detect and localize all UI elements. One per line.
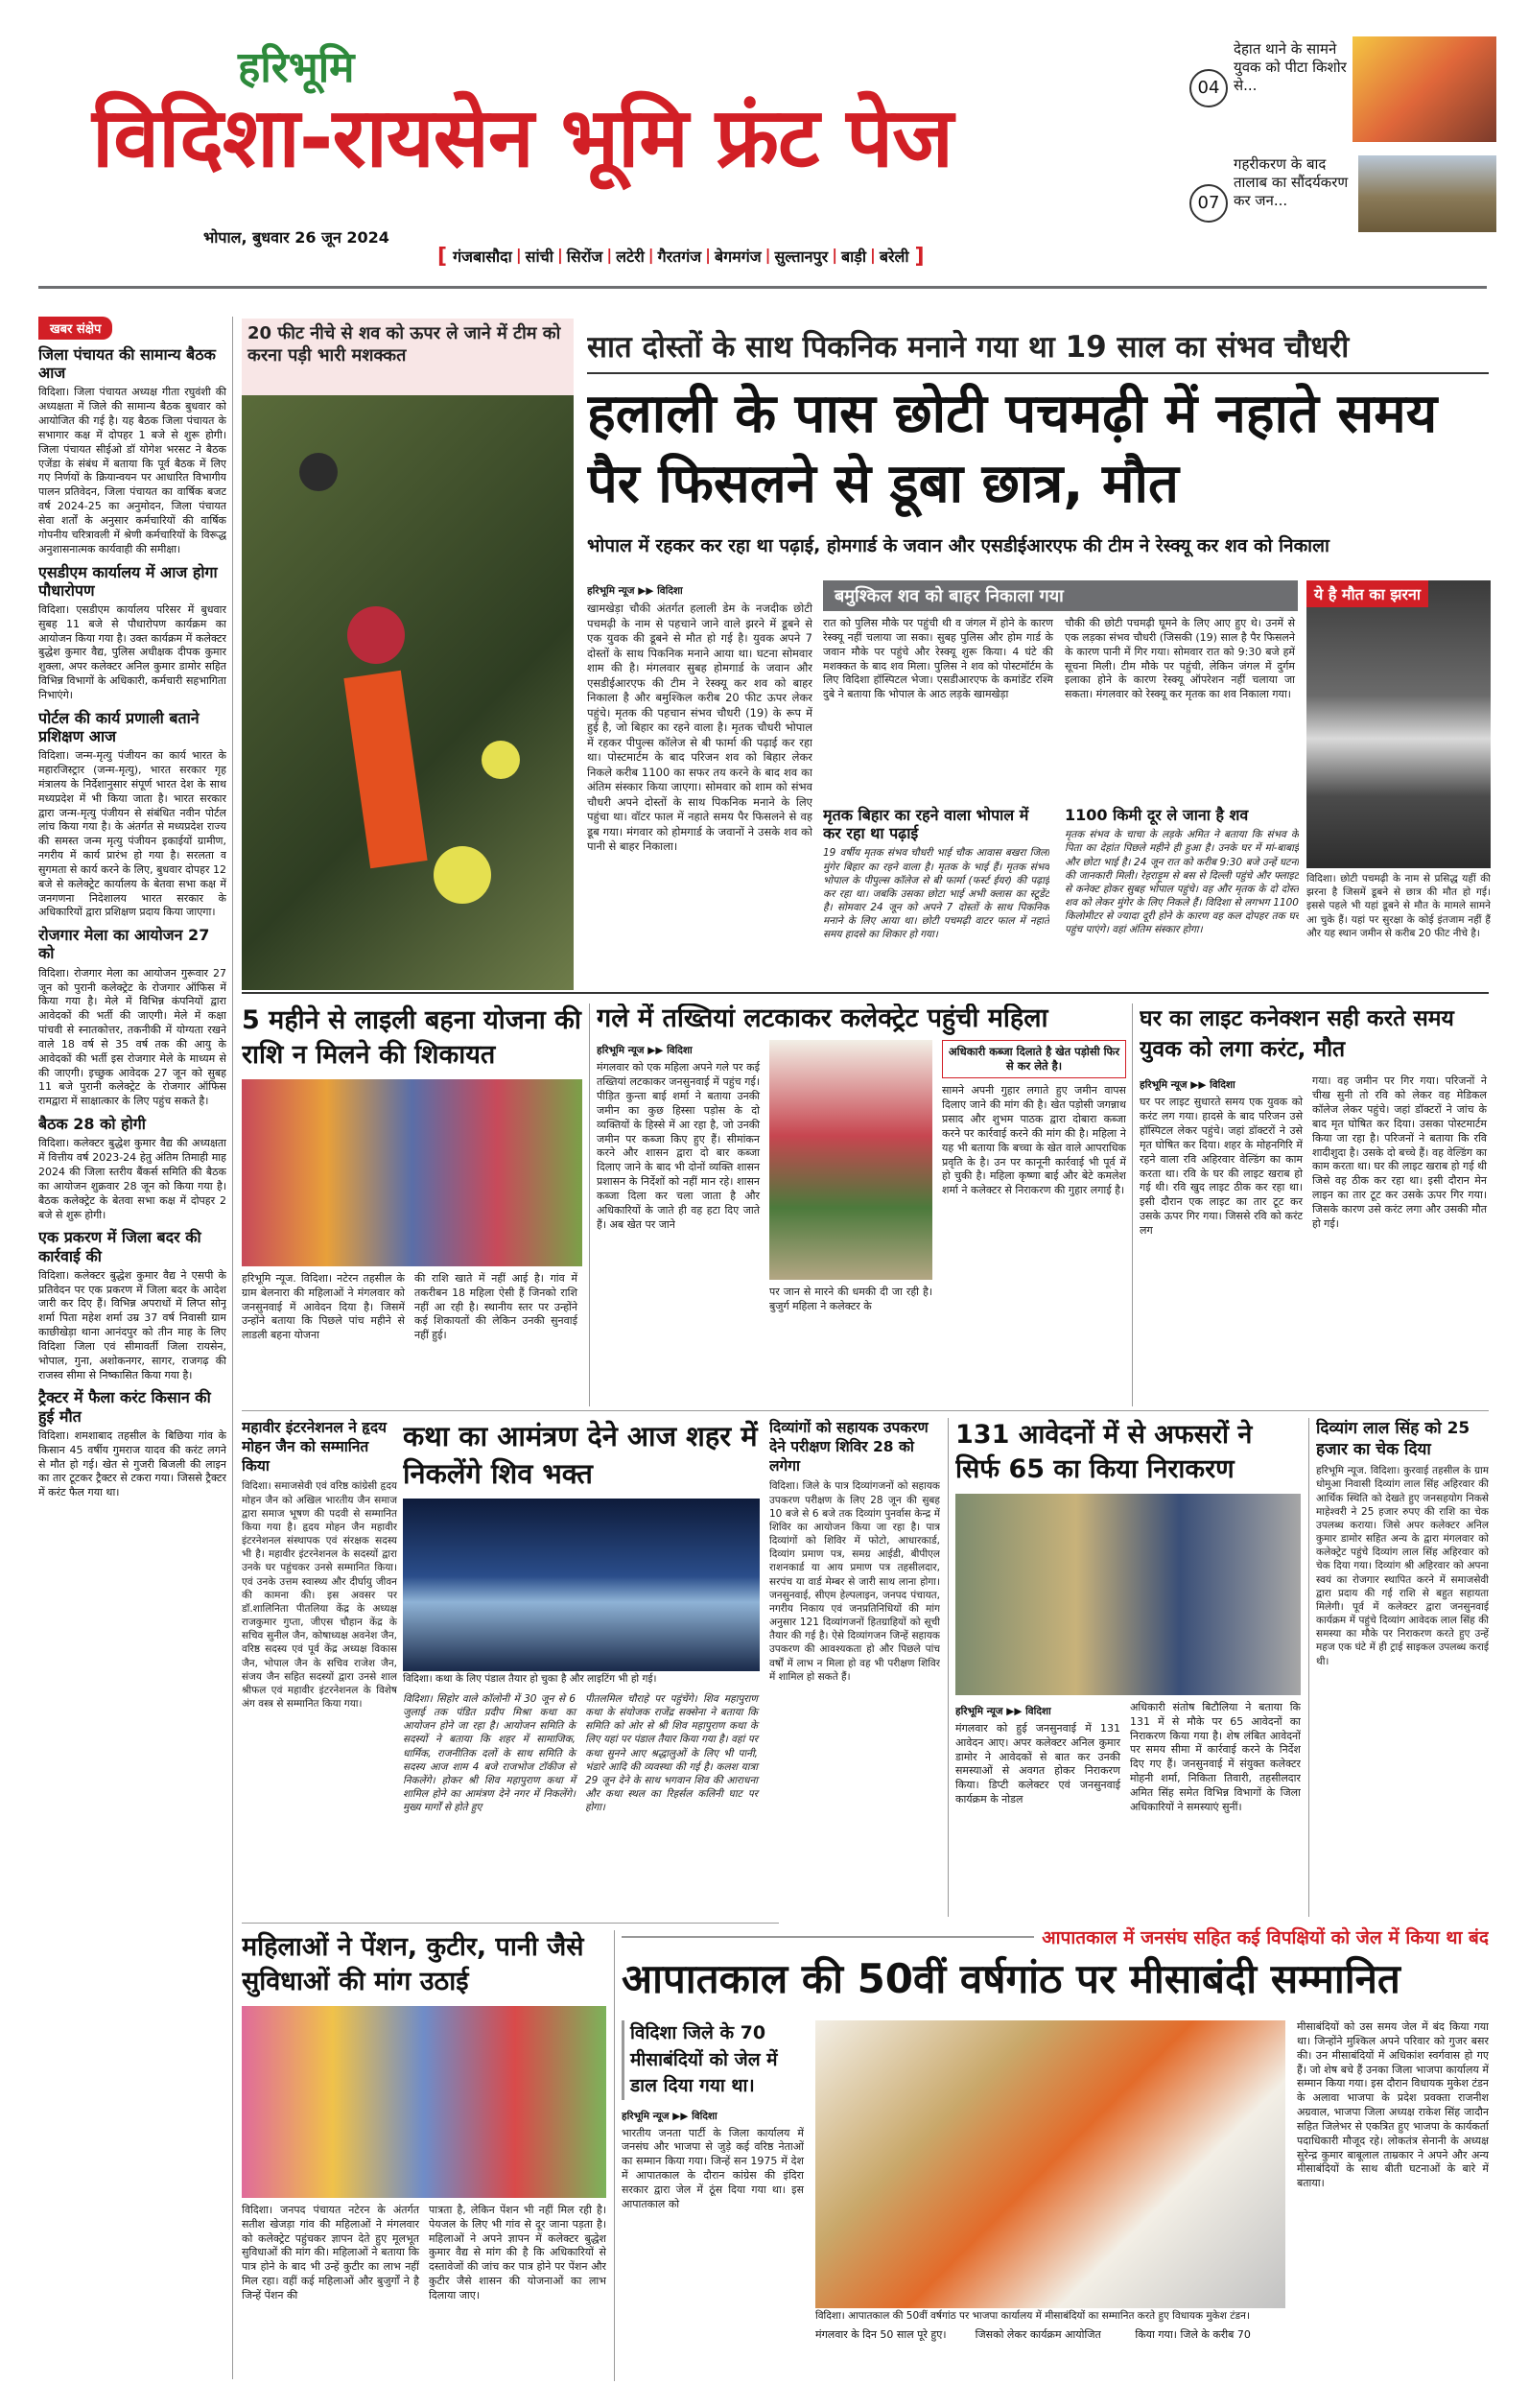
sub-story-bihar-body: 19 वर्षीय मृतक संभव चौधरी भाई चौक आवास बखरा जिला मुंगेर बिहार का रहने वाला है। मृतक के भाई हैं। मृतक संभव भोपाल के पीपुल्स कॉलेज से बी फार्मा (फर्स्ट ईयर) की पढ़ाई कर रहा था। जबकि उसका छोटा भाई अभी क्लास का स्टूडेंट है। सोमवार 24 जून को अपने 7 दोस्तों के साथ पिकनिक मनाने के लिए आया था। छोटी पचमढ़ी वाटर फाल में नहाते समय हादसे का शिकार हो गया। — [823, 847, 1049, 941]
emergency-story — [622, 1924, 1489, 2385]
teaser-2[interactable] — [1189, 155, 1496, 271]
place-separator: | — [556, 246, 563, 264]
brief-body: विदिशा। कलेक्टर बुद्धेश कुमार वैद्य ने एसपी के प्रतिवेदन पर एक प्रकरण में जिला बदर के आदेश जारी कर दिए हैं। विभिन्न अपराधों में लिप्त सोनू शर्मा पिता महेश शर्मा उम्र 37 वर्ष निवासी ग्राम काछीखेड़ा थाना आनंदपुर को तीन माह के लिए विदिशा जिला एवं सीमावर्ती जिला रायसेन, भोपाल, गुना, अशोकनगर, सागर, राजगढ़ की राजस्व सीमा से निष्कासित किया गया है। — [38, 1268, 226, 1381]
tabs-col-2: पर जान से मारने की धमकी दी जा रही है। बुजुर्ग महिला ने कलेक्टर के — [769, 1286, 932, 1313]
sub-story-distance — [1065, 806, 1299, 979]
teaser-text-2: गहरीकरण के बाद तालाब का सौंदर्यकरण कर जन... — [1234, 155, 1349, 209]
emergency-foot-2: जिसको लेकर कार्यक्रम आयोजित — [975, 2327, 1101, 2341]
emergency-pull-quote: विदिशा जिले के 70 मीसाबंदियों को जेल में डाल दिया गया था। — [622, 2020, 804, 2100]
masthead — [0, 0, 1529, 293]
sub-story-distance-head: 1100 किमी दूर ले जाना है शव — [1065, 806, 1249, 824]
jain-headline: महावीर इंटरनेशनल ने हृदय मोहन जैन को सम्मानित किया — [242, 1419, 388, 1475]
brief-headline: बैठक 28 को होगी — [38, 1115, 146, 1134]
lead-kicker: सात दोस्तों के साथ पिकनिक मनाने गया था 19 साल का संभव चौधरी — [587, 330, 1350, 365]
katha-caption: विदिशा। कथा के लिए पंडाल तैयार हो चुका है और लाइटिंग भी हो गई। — [403, 1673, 760, 1687]
row2-bottom-rule — [242, 1410, 1489, 1411]
row3-divider-2 — [1308, 1418, 1309, 1917]
emergency-kicker: आपातकाल में जनसंघ सहित कई विपक्षियों को जेल में किया था बंद — [622, 1924, 1489, 1949]
brief-headline: एसडीएम कार्यालय में आज होगा पौधारोपण — [38, 562, 218, 600]
tabs-byline: हरिभूमि न्यूज ▶▶ विदिशा — [597, 1045, 693, 1057]
electric-headline: घर का लाइट कनेक्शन सही करते समय युवक को लगा करंट, मौत — [1140, 1006, 1454, 1063]
sub-story-bihar — [823, 806, 1049, 979]
brief-item — [38, 563, 226, 703]
place-link[interactable]: बाड़ी — [841, 248, 867, 266]
katha-headline: कथा का आमंत्रण देने आज शहर में निकलेंगे शिव भक्त — [403, 1420, 758, 1491]
women-story — [242, 1930, 606, 2381]
brief-headline: एक प्रकरण में जिला बदर की कार्रवाई की — [38, 1228, 201, 1265]
tabs-quote: अधिकारी कब्जा दिलाते है खेत पड़ोसी फिर से कर लेते है। — [942, 1040, 1126, 1078]
applications-photo — [955, 1494, 1301, 1695]
teaser-photo-1 — [1353, 36, 1496, 142]
brief-body: विदिशा। जन्म-मृत्यु पंजीयन का कार्य भारत के महारजिस्ट्रार (जन्म-मृत्यु), भारत सरकार गृह मंत्रालय के निर्देशानुसार संपूर्ण भारत देश के साथ मध्यप्रदेश में भी किया जाता है। भारत सरकार द्वारा जन्म-मृत्यु पंजीयन से संबंधित नवीन पोर्टल लांच किया गया है। के अंतर्गत से मध्यप्रदेश राज्य की समस्त जन्म मृत्यु पंजीयन इकाईयों ग्रामीण, नगरीय में कार्य प्रारंभ हो गया है। सरलता व सुगमता से कार्य करने के लिए, बुधवार दोपहर 12 बजे से कलेक्ट्रेट कार्यालय के बेतवा सभा कक्ष में जनगणना निदेशालय भारत सरकार के अधिकारियों द्वारा प्रशिक्षण प्रदाय किया जाएगा। — [38, 749, 226, 919]
katha-col-2: पीतलमिल चौराहे पर पहुंचेंगे। शिव महापुराण कथा के संयोजक राजेंद्र सक्सेना ने बताया कि समिति को ओर से श्री शिव महापुराण कथा के लिए यहां पर पंडाल तैयार किया गया है। वहां पर कथा सुनने आए श्रद्धालुओं के लिए भी पानी, भंडारे आदि की व्यवस्था की गई है। कलश यात्रा 29 जून देने के साथ भगवान शिव की आराधना और कथा स्थल का रिहर्सल कलिनी घाट पर होगा। — [585, 1692, 758, 1814]
lead-bottom-rule — [242, 992, 1489, 994]
teaser-text-1: देहात थाने के सामने युवक को पीटा किशोर से... — [1234, 40, 1347, 94]
brief-label: खबर संक्षेप — [38, 317, 112, 340]
place-separator: | — [870, 246, 876, 264]
place-separator: | — [764, 246, 771, 264]
tabs-col-1: मंगलवार को एक महिला अपने गले पर कई तख्तियां लटकाकर जनसुनवाई में पहुंच गई। पीड़ित कुन्ता बाई शर्मा ने बताया उनकी जमीन का कुछ हिस्सा पड़ोस के दो व्यक्तियों के हिस्से में आ रहा है, जो उनकी जमीन पर कब्जा किए हुए हैं। सीमांकन करने और शासन द्वारा दो बार कब्जा दिलाए जाने के बाद भी दोनों व्यक्ति शासन प्रशासन के निर्देशों को नहीं मान रहे। शासन कब्जा दिला कर चला जाता है और अधिकारियों के जाते ही वह हटा दिए जाते हैं। अब खेत पर जाने — [597, 1061, 760, 1231]
brief-item — [38, 1228, 226, 1382]
electric-byline: हरिभूमि न्यूज ▶▶ विदिशा — [1140, 1079, 1235, 1092]
sidebar-divider — [232, 317, 233, 2379]
emergency-foot-1: मंगलवार के दिन 50 साल पूरे हुए। — [815, 2327, 947, 2341]
brand-logo: हरिभूमि — [238, 43, 355, 92]
applications-story — [955, 1418, 1301, 1917]
lead-photo-block — [242, 319, 574, 990]
place-link[interactable]: बेगमगंज — [715, 248, 762, 266]
waterfall-block — [1306, 580, 1491, 983]
place-link[interactable]: सांची — [525, 248, 553, 266]
lead-body — [587, 580, 812, 983]
ladli-col-2: की राशि खाते में नहीं आई है। गांव में तकरीबन 18 महिला ऐसी हैं जिनको राशि नहीं आ रही है। स्थानीय स्तर पर उन्होंने कई शिकायतों की लेकिन उनकी सुनवाई नहीं हुई। — [414, 1271, 577, 1342]
waterfall-photo — [1306, 580, 1491, 868]
place-link[interactable]: लटेरी — [616, 248, 645, 266]
sub-story-bihar-head: मृतक बिहार का रहने वाला भोपाल में कर रहा था पढ़ाई — [823, 806, 1029, 843]
brief-body: विदिशा। कलेक्टर बुद्धेश कुमार वैद्य की अध्यक्षता में वित्तीय वर्ष 2023-24 हेतु अंतिम तिमाही माह 2024 की जिला स्तरीय बैंकर्स समिति की बैठक का आयोजन शुक्रवार 28 जून को किया गया है। बैठक कलेक्ट्रेट के बेतवा सभा कक्ष में दोपहर 2 बजे से शुरू होगी। — [38, 1137, 226, 1221]
applications-headline: 131 आवेदनों में से अफसरों ने सिर्फ 65 का किया निराकरण — [955, 1420, 1253, 1485]
row2-divider-2 — [1132, 1003, 1133, 1406]
row3-bottom-rule — [242, 1923, 779, 1924]
places-strip: [ गंजबासौदा | सांची | सिरोंज | लटेरी | गैरतगंज | बेगमगंज | सुल्तानपुर | बाड़ी | बरेली ] — [437, 244, 925, 269]
emergency-headline: आपातकाल की 50वीं वर्षगांठ पर मीसाबंदी सम्मानित — [622, 1955, 1400, 2002]
katha-story — [403, 1418, 760, 1917]
place-link[interactable]: गंजबासौदा — [453, 248, 512, 266]
brief-body: विदिशा। जिला पंचायत अध्यक्ष गीता रघुवंशी की अध्यक्षता में जिले की सामान्य बैठक बुधवार को आयोजित की गई है। यह बैठक जिला पंचायत के सभागार कक्ष में दोपहर 1 बजे से शुरू होगी। जिला पंचायत सीईओ डॉ योगेश भरसट ने बैठक एजेंडा के संबंध में बताया कि पूर्व बैठक में लिए गए निर्णयों के क्रियान्वयन पर आधारित विभागीय पालन प्रतिवेदन, जिला पंचायत का वार्षिक बजट वर्ष 2024-25 का अनुमोदन, जिला पंचायत सेवा शर्तों के अनुसार कर्मचारियों की वार्षिक गोपनीय चरित्रावली में श्रेणी कर्मचारियों के विरूद्ध अनुशासनात्मक कार्यवाही की समीक्षा। — [38, 386, 226, 555]
brief-item — [38, 926, 226, 1109]
ladli-headline: 5 महीने से लाइली बहना योजना की राशि न मिलने की शिकायत — [242, 1005, 581, 1071]
jain-story — [242, 1418, 397, 1917]
emergency-col-1: भारतीय जनता पार्टी के जिला कार्यालय में जनसंघ और भाजपा से जुड़े कई वरिष्ठ नेताओं का सम्मान किया गया। जिन्हें सन 1975 में देश में आपातकाल के दौरान कांग्रेस की इंदिरा सरकार द्वारा जेल में ठूंस दिया गया था। इस आपातकाल को — [622, 2126, 804, 2210]
place-link[interactable]: गैरतगंज — [657, 248, 702, 266]
teaser-1[interactable] — [1189, 36, 1496, 152]
emergency-photo — [815, 2020, 1285, 2308]
women-col-2: पात्रता है, लेकिन पेंशन भी नहीं मिल रही है। पेयजल के लिए भी गांव से दूर जाना पड़ता है। महिलाओं ने अपने ज्ञापन में कलेक्टर बुद्धेश कुमार वैद्य से मांग की है कि अधिकारियों से दस्तावेजों की जांच कर पात्र होने पर पेंशन और कुटीर जैसे शासन की योजनाओं का लाभ दिलाया जाए। — [429, 2203, 606, 2302]
teaser-number-1: 04 — [1189, 69, 1228, 107]
women-photo — [242, 2006, 606, 2198]
waterfall-caption: विदिशा। छोटी पचमढ़ी के नाम से प्रसिद्ध यहीं की झरना है जिसमें डूबने से छात्र की मौत हो गई। इससे पहले भी यहां डूबने से मौत के मामले सामने आ चुके हैं। यहां पर सुरक्षा के कोई इंतजाम नहीं हैं और यह स्थान जमीन से करीब 20 फीट नीचे है। — [1306, 873, 1491, 939]
row4-divider — [614, 1930, 615, 2381]
electric-col-1: घर पर लाइट सुधारते समय एक युवक को करंट लग गया। हादसे के बाद परिजन उसे हॉस्पिटल लेकर पहुंचे। जहां डॉक्टरों ने उसे मृत घोषित कर दिया। शहर के मोहनगिरि में रहने वाला रवि अहिरवार वेल्डिंग का काम करता था। रवि के घर की लाइट खराब हो गई थी। रवि खुद लाइट ठीक कर रहा था। इसी दौरान एक लाइट का तार टूट कर उसके ऊपर गिर गया। जिससे रवि को करंट लग — [1140, 1096, 1303, 1237]
brief-item — [38, 345, 226, 557]
women-headline: महिलाओं ने पेंशन, कुटीर, पानी जैसे सुविधाओं की मांग उठाई — [242, 1932, 584, 1997]
electric-story — [1140, 1003, 1489, 1406]
applications-col-2: अधिकारी संतोष बिटौलिया ने बताया कि 131 में से मौके पर 65 आवेदनों का निराकरण किया गया है। शेष लंबित आवेदनों पर समय सीमा में कार्रवाई करने के निर्देश दिए गए हैं। जनसुनवाई में संयुक्त कलेक्टर मोहनी शर्मा, निकिता तिवारी, तहसीलदार अमित सिंह समेत विभिन्न विभागों के जिला अधिकारियों ने समस्याएं सुनीं। — [1130, 1700, 1301, 1813]
place-link[interactable]: बरेली — [879, 248, 909, 266]
dateline: भोपाल, बुधवार 26 जून 2024 — [203, 228, 389, 247]
ladli-story — [242, 1003, 582, 1406]
brief-item — [38, 1115, 226, 1222]
divyang-camp-body: विदिशा। जिले के पात्र दिव्यांगजनों को सहायक उपकरण परीक्षण के लिए 28 जून की सुबह 10 बजे से 6 बजे तक दिव्यांग पुनर्वास केन्द्र में शिविर का आयोजन किया जा रहा है। पात्र दिव्यांगों को शिविर में फोटो, आधारकार्ड, दिव्यांग प्रमाण पत्र, समग्र आईडी, बीपीएल राशनकार्ड या आय प्रमाण पत्र तहसीलदार, सरपंच या वार्ड मेम्बर से जारी साथ लाना होगा। जनसुनवाई, सीएम हेल्पलाइन, जनपद पंचायत, नगरीय निकाय एवं जनप्रतिनिधियों की मांग अनुसार 121 दिव्यांगजनों हितग्राहियों को सूची तैयार की गई है। ऐसे दिव्यांगजन जिन्हें सहायक उपकरण की आवश्यकता हो और पिछले पांच वर्षों में लाभ न मिला हो वह भी परीक्षण शिविर में शामिल हो सकते हैं। — [769, 1480, 940, 1683]
cheque-headline: दिव्यांग लाल सिंह को 25 हजार का चेक दिया — [1316, 1419, 1470, 1460]
lead-photo-caption: 20 फीट नीचे से शव को ऊपर ले जाने में टीम को करना पड़ी भारी मशक्कत — [242, 319, 574, 395]
emergency-col-2: मीसाबंदियों को उस समय जेल में बंद किया गया था। जिन्होंने मुश्किल अपने परिवार को गुजर बसर की। उन मीसाबंदियों में अधिकांश स्वर्गवास हो गए हैं। जो शेष बचे हैं उनका जिला भाजपा कार्यालय में सम्मान किया गया। इस दौरान विधायक मुकेश टंडन के अलावा भाजपा के प्रदेश प्रवक्ता राजनीश अग्रवाल, भाजपा जिला अध्यक्ष राकेश सिंह जादौन सहित जिलेभर से एकत्रित हुए भाजपा के कार्यकर्ता पदाधिकारी मौजूद रहे। लोकतंत्र सेनानी के अध्यक्ष सुरेन्द्र कुमार बाबूलाल ताम्रकार ने अपने और अन्य मीसाबंदियों के साथ बीती घटनाओं के बारे में बताया। — [1297, 2020, 1489, 2190]
lead-rescue-photo — [242, 395, 574, 990]
divyang-camp-story — [769, 1418, 940, 1917]
tabs-photo — [769, 1040, 932, 1280]
emergency-byline: हरिभूमि न्यूज ▶▶ विदिशा — [622, 2110, 717, 2122]
cheque-story — [1316, 1418, 1489, 1917]
katha-pandal-photo — [403, 1499, 760, 1671]
lead-deck: भोपाल में रहकर कर रहा था पढ़ाई, होमगार्ड के जवान और एसडीईआरएफ की टीम ने रेस्क्यू कर शव को निकाला — [587, 535, 1329, 556]
place-link[interactable]: सिरोंज — [566, 248, 603, 266]
tabs-col-3: सामने अपनी गुहार लगाते हुए जमीन वापस दिलाए जाने की मांग की है। खेत पड़ोसी जगन्नाथ प्रसाद और शुभम पाठक द्वारा दोबारा कब्जा करने पर कार्रवाई करने की मांग की है। महिला ने यह भी बताया कि बच्चा के खेत वाले आपराधिक प्रवृति के है। उन पर कानूनी कार्रवाई भी पूर्व में हो चुकी है। महिला कृष्णा बाई और बेटे कमलेश शर्मा ने कलेक्टर से निराकरण की गुहार लगाई है। — [942, 1084, 1126, 1197]
place-separator: | — [606, 246, 613, 264]
emergency-caption: विदिशा। आपातकाल की 50वीं वर्षगांठ पर भाजपा कार्यालय में मीसाबंदियों का सम्मानित करते हुए विधायक मुकेश टंडन। — [815, 2310, 1285, 2324]
tabs-headline: गले में तख्तियां लटकाकर कलेक्ट्रेट पहुंची महिला — [597, 1003, 1048, 1033]
lead-kicker-rule — [587, 372, 1489, 374]
cheque-body: हरिभूमि न्यूज. विदिशा। कुरवाई तहसील के ग्राम धोमुआ निवासी दिव्यांग लाल सिंह अहिरवार की आर्थिक स्थिति को देखते हुए जनसहयोग निकसे माहेश्वरी ने 25 हजार रुपए की राशि का चेक उपलब्ध कराया। जिसे अपर कलेक्टर अनिल कुमार डामोर सहित अन्य के द्वारा मंगलवार को कलेक्ट्रेट पहुंचे दिव्यांग लाल सिंह अहिरवार को चेक दिया गया। दिव्यांग श्री अहिरवार को अपना स्वयं का रोजगार स्थापित करने में समाजसेवी द्वारा प्रदाय की गई राशि से बहुत सहायता मिलेगी। पूर्व में कलेक्टर द्वारा जनसुनवाई कार्यक्रम में पहुंचे दिव्यांग आवेदक लाल सिंह की समस्या का मौके पर निराकरण करते हुए उन्हें महज एक घंटे में ही ट्राई साइकल उपलब्ध कराई थी। — [1316, 1465, 1489, 1667]
sidebox-col-2: चौकी की छोटी पचमढ़ी घूमने के लिए आए हुए थे। उनमें से एक लड़का संभव चौधरी (जिसकी (19) साल है पैर फिसलने के कारण पानी में गिर गया। सोमवार रात को 9:30 बजे हमें सूचना मिली। टीम मौके पर पहुंची, लेकिन जंगल में दुर्गम इलाका होने के कारण रेस्क्यू ऑपरेशन नहीं चलाया जा सकता। मंगलवार को रेस्क्यू कर मृतक का शव निकाला गया। — [1065, 617, 1295, 701]
women-col-1: विदिशा। जनपद पंचायत नटेरन के अंतर्गत सतीश खेजड़ा गांव की महिलाओं ने मंगलवार को कलेक्ट्रेट पहुंचकर ज्ञापन देते हुए मूलभूत सुविधाओं की मांग की। महिलाओं ने बताया कि पात्र होने के बाद भी उन्हें कुटीर का लाभ नहीं मिल रहा। वहीं कई महिलाओं और बुजुर्गों ने है जिन्हें पेंशन की — [242, 2203, 419, 2302]
lead-body-text: खामखेड़ा चौकी अंतर्गत हलाली डेम के नजदीक छोटी पचमढ़ी के नाम से पहचाने जाने वाले झरने में डूबने से एक युवक की डूबने से मौत हो गई है। युवक अपने 7 दोस्तों के साथ पिकनिक मनाने आया था। घटना सोमवार शाम की है। मंगलवार सुबह होमगार्ड के जवान और एसडीईआरएफ की टीम ने रेस्क्यू कर शव को बाहर निकाला है और बमुश्किल करीब 20 फीट ऊपर लेकर पहुंचे। मृतक की पहचान संभव चौधरी (19) के रूप में हुई है, जो बिहार का रहने वाला है। मृतक चौधरी भोपाल में रहकर पीपुल्स कॉलेज से बी फार्मा की पढ़ाई कर रहा था। पोस्टमार्टम के बाद परिजन शव को बिहार लेकर निकले करीब 1100 का सफर तय करने के बाद शव का अंतिम संस्कार किया जाएगा। सोमवार को शाम को संभव चौधरी अपने दोस्तों के साथ पिकनिक मनाने के लिए पहुंचा था। वॉटर फाल में नहाते समय पैर फिसलने से वह डूब गया। मंगवार को होमगार्ड के जवानों ने उसके शव को पानी से बाहर निकाला। — [587, 602, 812, 854]
electric-col-2: गया। वह जमीन पर गिर गया। परिजनों ने चीख सुनी तो रवि को लेकर वह मेडिकल कॉलेज लेकर पहुंचे। जहां डॉक्टरों ने जांच के बाद मृत घोषित कर दिया। उसका पोस्टमार्टम किया जा रहा है। परिजनों ने बताया कि रवि शादीशुदा है। उसके दो बच्चे हैं। वह वेल्डिंग का काम करता था। घर की लाइट खराब हो गई थी जिसे वह ठीक कर रहा था। इसी दौरान मेन लाइन का तार टूट कर उसके ऊपर गिर गया। जिसके कारण उसे करंट लगा और उसकी मौत हो गई। — [1312, 1074, 1487, 1230]
lead-sidebox — [823, 580, 1298, 801]
row2-divider-1 — [589, 1003, 590, 1406]
brief-headline: जिला पंचायत की सामान्य बैठक आज — [38, 345, 216, 383]
brief-list — [38, 345, 226, 1500]
emergency-foot-3: किया गया। जिले के करीब 70 — [1135, 2327, 1251, 2341]
sub-story-distance-body: मृतक संभव के चाचा के लड़के अमित ने बताया कि संभव के पिता का देहांत पिछले महीने ही हुआ है। उनके घर में मां-बाबाई और छोटा भाई है। 24 जून रात को करीब 9:30 बजे उन्हें घटना की जानकारी मिली। रेहराड़ूम से बस से दिल्ली पहुंचे और फ्लाइट से कनेक्ट होकर सुबह भोपाल पहुंचे। वह और मृतक के दो दोस्त शव को लेकर मुंगेर के लिए निकले हैं। विदिशा से लगभग 1100 किलोमीटर से ज्यादा दूरी होने के कारण वह कल दोपहर तक घर पहुंच पाएंगे। वहां अंतिम संस्कार होगा। — [1065, 829, 1299, 936]
sidebox-title: बमुश्किल शव को बाहर निकाला गया — [823, 580, 1298, 611]
teaser-number-2: 07 — [1189, 184, 1228, 223]
lead-headline: हलाली के पास छोटी पचमढ़ी में नहाते समय पैर फिसलने से डूबा छात्र, मौत — [587, 383, 1438, 515]
jain-body: विदिशा। समाजसेवी एवं वरिष्ठ कांग्रेसी हृदय मोहन जैन को अखिल भारतीय जैन समाज द्वारा समाज भूषण की पदवी से सम्मानित किया गया है। हृदय मोहन जैन महावीर इंटरनेशनल संस्थापक एवं संरक्षक सदस्य भी है। महावीर इंटरनेशनल के सदस्यों द्वारा उनके घर पहुंचकर उनसे सम्मानित किया। एवं उनके उत्तम स्वास्थ्य और दीर्घायु जीवन की कामना की। इस अवसर पर डॉ.शालिनिता पीतलिया केंद्र के अध्यक्ष राजकुमार गुप्ता, जीएस चौहान केंद्र के सचिव सुनील जैन, कोषाध्यक्ष अवनेश जैन, वरिष्ठ सदस्य एवं पूर्व केंद्र अध्यक्ष विकास जैन, भोपाल जैन के सचिव राजेश जैन, संजय जैन सहित सदस्यों द्वारा उनसे शाल श्रीफल एवं महावीर इंटरनेशनल के विशेष अंग वस्त्र से सम्मानित किया गया। — [242, 1480, 397, 1711]
brief-item — [38, 1388, 226, 1500]
ladli-col-1: हरिभूमि न्यूज. विदिशा। नटेरन तहसील के ग्राम बेलनारा की महिलाओं ने मंगलवार को जनसुनवाई में आवेदन दिया है। जिसमें उन्होंने बताया कि पिछले पांच महीने से लाडली बहना योजना — [242, 1271, 405, 1342]
place-separator: | — [832, 246, 838, 264]
place-link[interactable]: सुल्तानपुर — [774, 248, 829, 266]
divyang-camp-headline: दिव्यांगों को सहायक उपकरण देने परीक्षण शिविर 28 को लगेगा — [769, 1419, 929, 1475]
place-separator: | — [705, 246, 712, 264]
brief-headline: पोर्टल की कार्य प्रणाली बताने प्रशिक्षण आज — [38, 708, 200, 745]
brief-headline: ट्रैक्टर में फैला करंट किसान की हुई मौत — [38, 1388, 211, 1426]
row3-divider-1 — [948, 1418, 949, 1917]
place-separator: | — [515, 246, 522, 264]
brief-body: विदिशा। एसडीएम कार्यालय परिसर में बुधवार सुबह 11 बजे से पौधारोपण कार्यक्रम का आयोजन किया गया है। उक्त कार्यक्रम में कलेक्टर बुद्धेश कुमार वैद्य, पुलिस अधीक्षक दीपक कुमार शुक्ला, अपर कलेक्टर अनिल कुमार डामोर सहित विभिन्न विभागों के अधिकारी, कर्मचारी सहभागिता निभाएंगे। — [38, 602, 226, 701]
brief-body: विदिशा। रोजगार मेला का आयोजन गुरूवार 27 जून को पुरानी कलेक्ट्रेट के रोजगार ऑफिस में किया गया है। मेले में विभिन्न कंपनियों द्वारा आवेदकों की भर्ती की जाएगी। मेले में कक्षा पांचवी से स्नातकोत्तर, तकनीकी में योग्यता रखने वाले 18 वर्ष से 35 वर्ष तक की आयु के आवेदकों की भर्ती इस रोजगार मेले के माध्यम से की जाएगी। इच्छुक आवेदक 27 जून को सुबह 11 बजे पुरानी कलेक्ट्रेट के रोजगार ऑफिस रामद्वारा में साक्षात्कार के लिए पहुंच सकते है। — [38, 966, 226, 1108]
sidebox-col-1: रात को पुलिस मौके पर पहुंची थी व जंगल में होने के कारण रेस्क्यू नहीं चलाया जा सका। सुबह पुलिस और होम गार्ड के जवान मौके पर पहुंचे और रेस्क्यू शुरू किया। 4 घंटे की मशक्कत के बाद शव मिला। पुलिस ने शव को पोस्टमॉर्टम के लिए विदिशा हॉस्पिटल भेजा। एसडीआरएफ के कमांडेंट रश्मि दुबे ने बताया कि भोपाल के आठ लड़के खामखेड़ा — [823, 617, 1053, 701]
brief-item — [38, 709, 226, 921]
places-list — [453, 246, 908, 267]
news-brief-sidebar — [38, 317, 226, 2379]
masthead-rule — [38, 286, 1487, 289]
applications-col-1: मंगलवार को हुई जनसुनवाई में 131 आवेदन आए। अपर कलेक्टर अनिल कुमार डामोर ने आवेदकों से बात कर उनकी समस्याओं से अवगत होकर निराकरण किया। डिप्टी कलेक्टर एवं जनसुनवाई कार्यक्रम के नोडल — [955, 1721, 1120, 1806]
katha-col-1: विदिशा। सिहोर वाले कॉलोनी में 30 जून से 6 जुलाई तक पंडित प्रदीप मिश्रा कथा का आयोजन होने जा रहा है। आयोजन समिति के सदस्यों ने बताया कि शहर में सामाजिक, धार्मिक, राजनीतिक दलों के साथ समिति के सदस्य आज शाम 4 बजे राजभोज टॉकीज से निकलेंगे। होकर श्री शिव महापुराण कथा में शामिल होने का आमंत्रण देने नगर में निकलेंगे। मुख्य मार्गों से होते हुए — [403, 1692, 576, 1814]
page-title: विदिशा-रायसेन भूमि फ्रंट पेज — [92, 90, 953, 186]
applications-byline: हरिभूमि न्यूज ▶▶ विदिशा — [955, 1705, 1051, 1717]
lead-byline: हरिभूमि न्यूज ▶▶ विदिशा — [587, 585, 683, 597]
brief-body: विदिशा। शमशाबाद तहसील के बिछिया गांव के किसान 45 वर्षीय गुमराज यादव की करंट लगने से मौत हो गई। खेत से गुजरी बिजली की लाइन का तार टूटकर ट्रैक्टर से टकरा गया। जिससे ट्रैक्टर में करंट फैल गया था। — [38, 1428, 226, 1499]
tabs-story — [597, 1003, 1126, 1406]
waterfall-label: ये है मौत का झरना — [1306, 580, 1428, 607]
teaser-photo-2 — [1358, 155, 1496, 232]
ladli-photo — [242, 1079, 582, 1266]
place-separator: | — [647, 246, 654, 264]
brief-headline: रोजगार मेला का आयोजन 27 को — [38, 926, 210, 963]
